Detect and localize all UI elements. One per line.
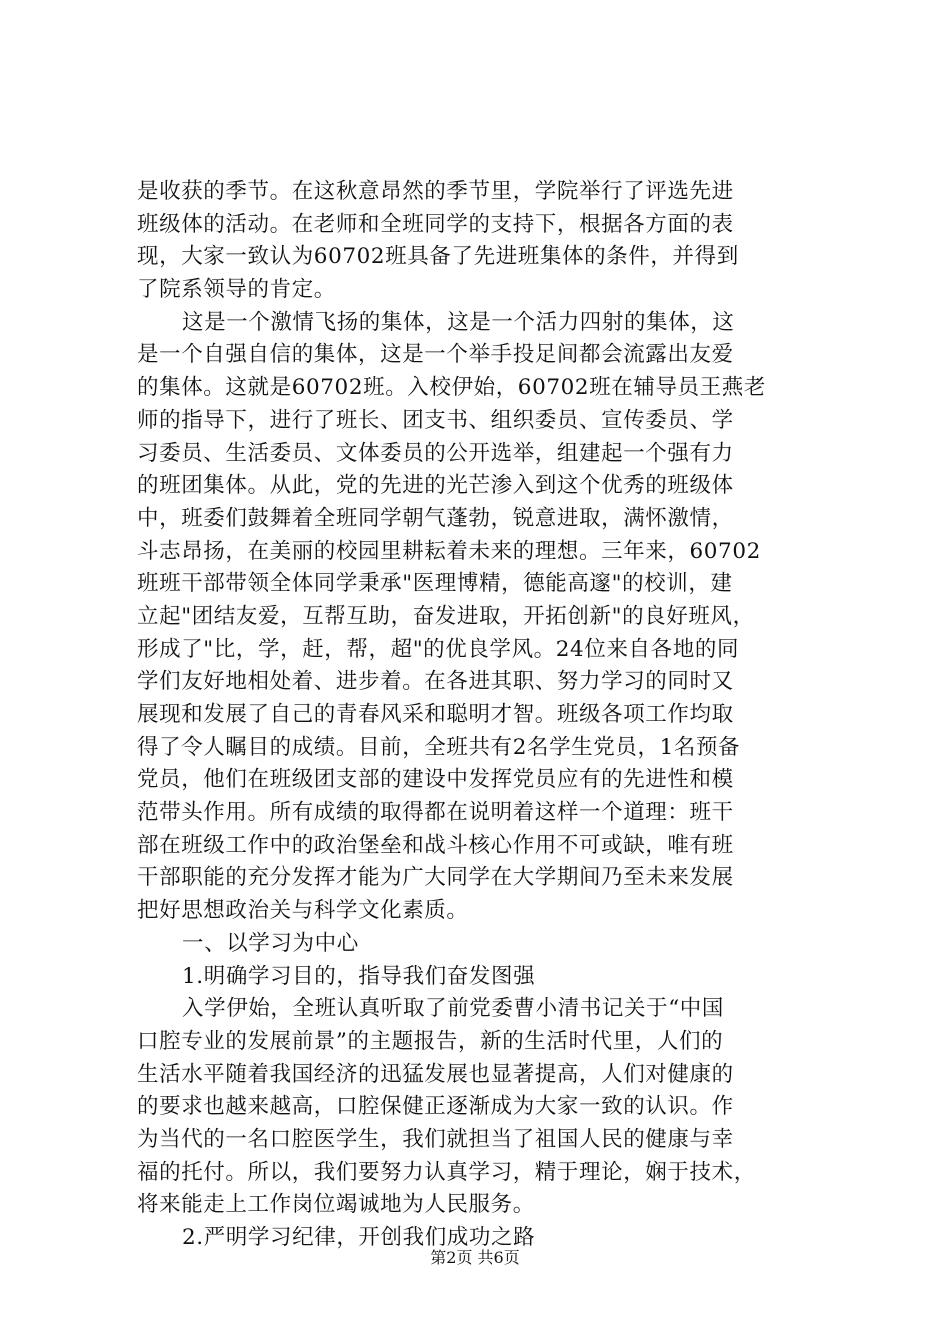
- text-line: 班级体的活动。在老师和全班同学的支持下，根据各方面的表: [137, 211, 734, 237]
- text-line: 得了令人瞩目的成绩。目前，全班共有2名学生党员，1名预备: [137, 734, 741, 760]
- text-line: 这是一个激情飞扬的集体，这是一个活力四射的集体，这: [182, 309, 735, 335]
- text-line: 入学伊始，全班认真听取了前党委曹小清书记关于“中国: [182, 996, 724, 1022]
- text-line: 将来能走上工作岗位竭诚地为人民服务。: [137, 1192, 535, 1218]
- text-line: 口腔专业的发展前景”的主题报告，新的生活时代里，人们的: [137, 1028, 724, 1054]
- text-line: 展现和发展了自己的青春风采和聪明才智。班级各项工作均取: [137, 702, 734, 727]
- text-line: 范带头作用。所有成绩的取得都在说明着这样一个道理：班干: [137, 800, 734, 826]
- text-line: 生活水平随着我国经济的迅猛发展也显著提高，人们对健康的: [137, 1061, 734, 1087]
- text-line: 是一个自强自信的集体，这是一个举手投足间都会流露出友爱: [137, 342, 734, 368]
- text-line: 的班团集体。从此，党的先进的光芒渗入到这个优秀的班级体: [137, 473, 734, 499]
- text-line: 斗志昂扬，在美丽的校园里耕耘着未来的理想。三年来，60702: [137, 538, 761, 564]
- text-line: 党员，他们在班级团支部的建设中发挥党员应有的先进性和模: [137, 767, 734, 793]
- text-line: 福的托付。所以，我们要努力认真学习，精于理论，娴于技术，: [137, 1159, 756, 1185]
- text-line: 干部职能的充分发挥才能为广大同学在大学期间乃至未来发展: [137, 865, 734, 891]
- text-line: 班班干部带领全体同学秉承"医理博精，德能高邃"的校训，建: [137, 571, 733, 597]
- text-line: 立起"团结友爱，互帮互助，奋发进取，开拓创新"的良好班风，: [137, 603, 755, 629]
- text-line: 的集体。这就是60702班。入校伊始，60702班在辅导员王燕老: [137, 375, 766, 401]
- subsection-heading: 2.严明学习纪律，开创我们成功之路: [182, 1225, 536, 1250]
- text-line: 把好思想政治关与科学文化素质。: [137, 898, 469, 924]
- text-line: 师的指导下，进行了班长、团支书、组织委员、宣传委员、学: [137, 407, 734, 433]
- text-line: 中，班委们鼓舞着全班同学朝气蓬勃，锐意进取，满怀激情，: [137, 505, 734, 531]
- text-line: 学们友好地相处着、进步着。在各进其职、努力学习的同时又: [137, 669, 734, 695]
- text-line: 形成了"比，学，赶，帮，超"的优良学风。24位来自各地的同: [137, 636, 740, 662]
- subsection-heading: 1.明确学习目的，指导我们奋发图强: [182, 963, 536, 989]
- text-line: 习委员、生活委员、文体委员的公开选举，组建起一个强有力: [137, 440, 734, 466]
- text-line: 的要求也越来越高，口腔保健正逐渐成为大家一致的认识。作: [137, 1094, 734, 1120]
- text-line: 为当代的一名口腔医学生，我们就担当了祖国人民的健康与幸: [137, 1126, 734, 1152]
- text-line: 了院系领导的肯定。: [137, 277, 336, 303]
- text-line: 现，大家一致认为60702班具备了先进班集体的条件，并得到: [137, 244, 739, 270]
- page-footer: 第2页 共6页: [430, 1248, 520, 1267]
- document-body: [137, 176, 827, 1255]
- section-heading: 一、以学习为中心: [182, 930, 359, 956]
- text-line: 部在班级工作中的政治堡垒和战斗核心作用不可或缺，唯有班: [137, 832, 734, 858]
- text-line: 是收获的季节。在这秋意昂然的季节里，学院举行了评选先进: [137, 179, 734, 204]
